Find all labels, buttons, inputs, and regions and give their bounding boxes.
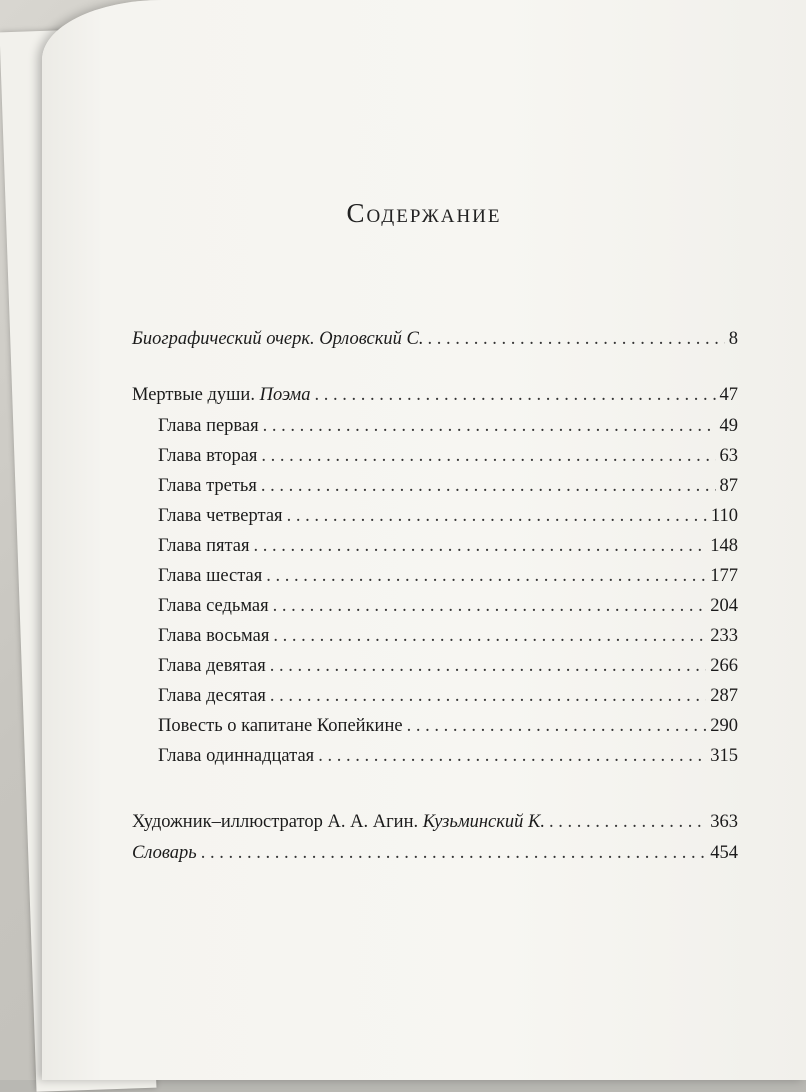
leader-dots (549, 813, 706, 832)
entry-title: Художник–иллюстратор А. А. Агин. (132, 812, 423, 832)
leader-dots (201, 844, 707, 863)
toc-chapter: Глава десятая . . . 287 (158, 687, 738, 706)
leader-dots (427, 330, 724, 349)
toc-chapter: Глава третья . . . 87 (158, 477, 738, 496)
leader-dots (314, 386, 715, 405)
toc-chapter: Глава восьмая . . . 233 (158, 627, 738, 646)
toc-chapter: Глава седьмая . . . 204 (158, 597, 738, 616)
page-number: 454 (710, 843, 738, 863)
toc-chapter: Глава четвертая . . . 110 (158, 507, 738, 526)
toc-entry-dead-souls (132, 386, 738, 405)
page-number: 47 (719, 385, 738, 405)
entry-title: Биографический очерк. Орловский С. (132, 329, 424, 349)
page-number: 8 (728, 329, 738, 349)
entry-subtitle: Поэма (259, 385, 311, 405)
toc-entry-illustrator (132, 813, 738, 832)
entry-author: Кузьминский К. (422, 812, 545, 832)
toc-chapter: Глава девятая . . . 266 (158, 657, 738, 676)
page-title: Содержание (346, 198, 502, 228)
toc-chapter: Глава первая . . . 49 (158, 417, 738, 436)
entry-title: Словарь (132, 843, 197, 863)
toc-entry-biography (132, 330, 738, 349)
page-number: 363 (710, 812, 738, 832)
toc-chapter: Глава вторая . . . 63 (158, 447, 738, 466)
toc-chapter: Глава шестая . . . 177 (158, 567, 738, 586)
toc-chapter: Повесть о капитане Копейкине . . . 290 (158, 717, 738, 736)
entry-title: Мертвые души. (132, 385, 260, 405)
toc-chapter: Глава пятая . . . 148 (158, 537, 738, 556)
toc-entry-glossary (132, 844, 738, 863)
book-page (42, 0, 806, 1080)
toc-chapter: Глава одиннадцатая . . . 315 (158, 747, 738, 766)
